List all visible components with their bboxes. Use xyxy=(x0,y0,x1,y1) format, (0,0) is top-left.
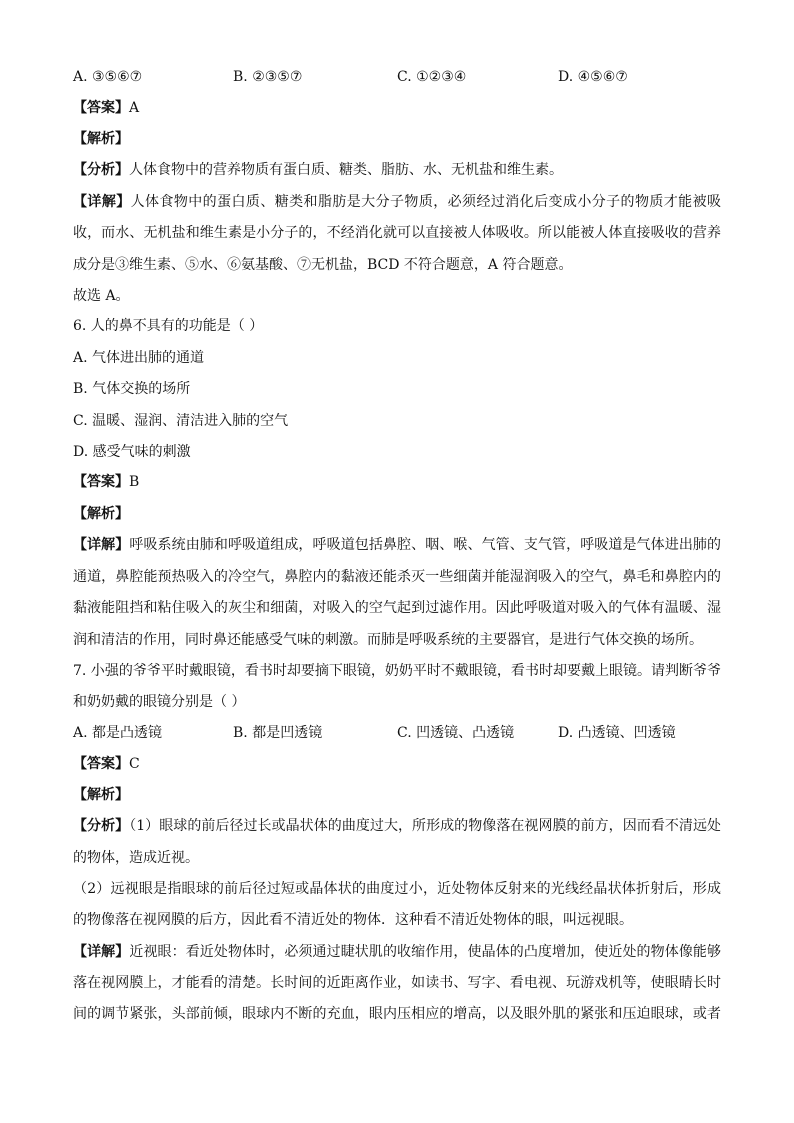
detail-text: 黏液能阻挡和粘住吸入的灰尘和细菌，对吸入的空气起到过滤作用。因此呼吸道对吸入的气体有温暖、湿 xyxy=(73,600,721,616)
question-stem: 7. 小强的爷爷平时戴眼镜，看书时却要摘下眼镜，奶奶平时不戴眼镜，看书时却要戴上眼镜。请判断爷爷 xyxy=(73,663,721,679)
detail-tag: 【详解】 xyxy=(73,944,130,960)
fenxi-text: 的物体，造成近视。 xyxy=(73,850,199,866)
option-d: D. 感受气味的刺激 xyxy=(73,444,191,460)
detail-tag: 【详解】 xyxy=(73,537,130,553)
answer-value: C xyxy=(129,756,140,772)
detail-line xyxy=(73,192,721,212)
option-c: C. 温暖、湿润、清洁进入肺的空气 xyxy=(73,413,289,429)
fenxi-text: （2）远视眼是指眼球的前后径过短或晶体状的曲度过小，近处物体反射来的光线经晶状体折射后，形成 xyxy=(73,881,721,897)
option-a: A. 气体进出肺的通道 xyxy=(73,350,205,366)
option-c: C. ①②③④ xyxy=(397,69,467,85)
option-d: D. ④⑤⑥⑦ xyxy=(558,69,628,85)
detail-text: 收，而水、无机盐和维生素是小分子的，不经消化就可以直接被人体吸收。所以能被人体直接吸收的营养 xyxy=(73,225,721,241)
detail-line xyxy=(73,942,721,962)
detail-text: 通道，鼻腔能预热吸入的冷空气，鼻腔内的黏液还能杀灭一些细菌并能湿润吸入的空气，鼻毛和鼻腔内的 xyxy=(73,569,721,585)
fenxi-line xyxy=(73,816,721,836)
fenxi-text: （1）眼球的前后径过长或晶状体的曲度过大，所形成的物像落在视网膜的前方，因而看不清远处 xyxy=(129,818,722,834)
question-stem: 6. 人的鼻不具有的功能是（ ） xyxy=(73,318,264,334)
detail-text: 呼吸系统由肺和呼吸道组成，呼吸道包括鼻腔、咽、喉、气管、支气管，呼吸道是气体进出肺的 xyxy=(129,537,722,553)
answer-value: B xyxy=(129,474,140,490)
option-d: D. 凸透镜、凹透镜 xyxy=(558,725,676,741)
option-b: B. 都是凹透镜 xyxy=(233,725,323,741)
answer-line xyxy=(73,98,139,118)
answer-tag: 【答案】 xyxy=(73,756,129,772)
answer-line xyxy=(73,754,140,774)
answer-tag: 【答案】 xyxy=(73,100,129,116)
answer-value: A xyxy=(129,100,140,116)
fenxi-tag: 【分析】 xyxy=(73,818,130,834)
fenxi-text: 的物像落在视网膜的后方，因此看不清近处的物体．这种看不清近处物体的眼，叫远视眼。 xyxy=(73,912,633,928)
analysis-tag: 【解析】 xyxy=(73,131,129,147)
detail-text: 近视眼：看近处物体时，必须通过睫状肌的收缩作用，使晶体的凸度增加，使近处的物体像能够 xyxy=(129,944,722,960)
detail-text: 间的调节紧张，头部前倾，眼球内不断的充血，眼内压相应的增高，以及眼外肌的紧张和压迫眼球，或者 xyxy=(73,1006,721,1022)
detail-text: 成分是③维生素、⑤水、⑥氨基酸、⑦无机盐，BCD 不符合题意，A 符合题意。 xyxy=(73,257,573,273)
option-a: A. ③⑤⑥⑦ xyxy=(73,69,143,85)
option-a: A. 都是凸透镜 xyxy=(73,725,163,741)
detail-text: 润和清洁的作用，同时鼻还能感受气味的刺激。而肺是呼吸系统的主要器官，是进行气体交换的场所。 xyxy=(73,632,703,648)
detail-text: 落在视网膜上，才能看的清楚。长时间的近距离作业，如读书、写字、看电视、玩游戏机等，使眼睛长时 xyxy=(73,975,721,991)
detail-line xyxy=(73,535,721,555)
option-c: C. 凹透镜、凸透镜 xyxy=(397,725,515,741)
detail-tag: 【详解】 xyxy=(73,194,131,210)
analysis-tag: 【解析】 xyxy=(73,787,129,803)
option-b: B. ②③⑤⑦ xyxy=(233,69,303,85)
option-b: B. 气体交换的场所 xyxy=(73,381,191,397)
fenxi-line xyxy=(73,160,563,180)
answer-line xyxy=(73,472,139,492)
analysis-tag: 【解析】 xyxy=(73,506,129,522)
answer-tag: 【答案】 xyxy=(73,474,129,490)
detail-text: 人体食物中的蛋白质、糖类和脂肪是大分子物质，必须经过消化后变成小分子的物质才能被吸 xyxy=(130,194,722,210)
fenxi-text: 人体食物中的营养物质有蛋白质、糖类、脂肪、水、无机盐和维生素。 xyxy=(129,162,563,178)
conclusion-text: 故选 A。 xyxy=(73,288,130,304)
question-stem: 和奶奶戴的眼镜分别是（ ） xyxy=(73,694,246,710)
fenxi-tag: 【分析】 xyxy=(73,162,129,178)
